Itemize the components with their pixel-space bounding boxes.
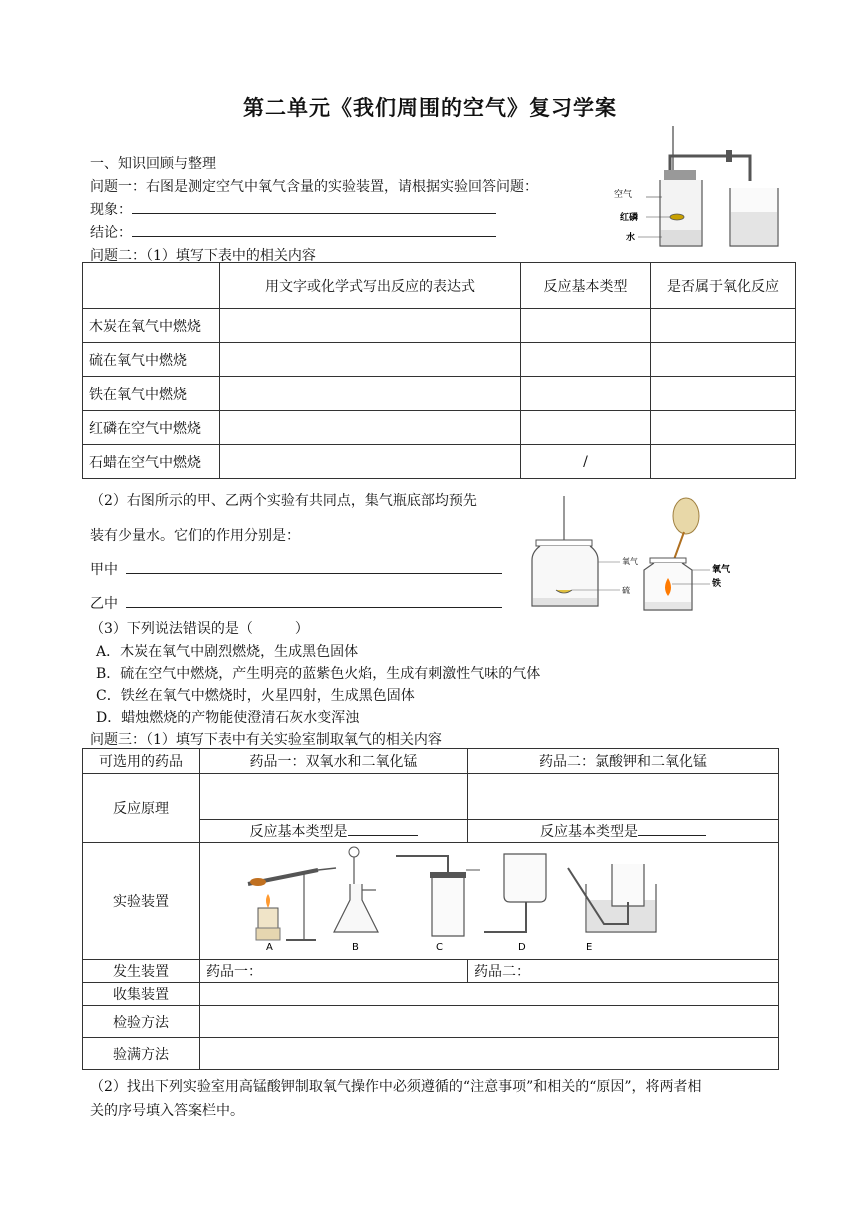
apparatus-label-d: D (518, 942, 526, 953)
yi-blank[interactable] (126, 593, 502, 608)
label-sulfur: 硫 (622, 586, 630, 595)
table-header-oxidation: 是否属于氧化反应 (651, 263, 796, 309)
oxidation-cell[interactable] (651, 309, 796, 343)
expression-cell[interactable] (220, 445, 521, 479)
phenomenon-blank[interactable] (132, 199, 496, 214)
label-water: 水 (626, 233, 636, 243)
generator-drug-two: 药品二： (474, 964, 530, 980)
table-row (83, 309, 796, 343)
test-method-cell[interactable] (200, 1006, 779, 1038)
question-one-text: 问题一：右图是测定空气中氧气含量的实验装置，请根据实验回答问题： (90, 179, 538, 195)
conclusion-blank[interactable] (132, 222, 496, 237)
reaction-table (82, 262, 796, 479)
oxygen-preparation-table (82, 748, 779, 1070)
phenomenon-label: 现象： (90, 202, 132, 218)
jia-label: 甲中 (90, 562, 118, 578)
expression-cell[interactable] (220, 309, 521, 343)
type-label-one: 反应基本类型是 (249, 824, 348, 840)
apparatus-label-a: A (266, 942, 273, 953)
table-row (83, 343, 796, 377)
principle-label: 反应原理 (83, 774, 200, 843)
drug-two: 药品二：氯酸钾和二氧化锰 (468, 749, 779, 774)
table-row (83, 411, 796, 445)
full-check-label: 验满方法 (83, 1038, 200, 1070)
generator-cell-one[interactable] (200, 960, 468, 983)
type-blank-two[interactable] (638, 821, 706, 836)
option-c[interactable]: C．铁丝在氧气中燃烧时，火星四射，生成黑色固体 (96, 688, 415, 704)
generator-label: 发生装置 (83, 960, 200, 983)
conclusion-label: 结论： (90, 225, 132, 241)
row-label: 石蜡在空气中燃烧 (83, 445, 220, 479)
principle-cell-two[interactable] (468, 774, 779, 820)
phenomenon-line (90, 199, 496, 219)
oxygen-content-apparatus-figure (610, 126, 788, 248)
part-two-instruction-line2: 关的序号填入答案栏中。 (90, 1103, 244, 1119)
type-cell[interactable] (521, 309, 651, 343)
apparatus-label-c: C (436, 942, 443, 953)
full-check-cell[interactable] (200, 1038, 779, 1070)
part-two-line1: （2）右图所示的甲、乙两个实验有共同点，集气瓶底部均预先 (90, 493, 477, 509)
option-b[interactable]: B．硫在空气中燃烧，产生明亮的蓝紫色火焰，生成有刺激性气味的气体 (96, 666, 541, 682)
page-title: 第二单元《我们周围的空气》复习学案 (243, 95, 617, 120)
option-a[interactable]: A．木炭在氧气中剧烈燃烧，生成黑色固体 (96, 644, 359, 660)
table-row (83, 377, 796, 411)
apparatus-figure (200, 844, 660, 954)
type-cell[interactable] (521, 411, 651, 445)
label-oxygen-b: 氧气 (712, 565, 731, 575)
conclusion-line (90, 222, 496, 242)
jia-blank[interactable] (126, 559, 502, 574)
yi-line (90, 593, 502, 613)
question-three-intro: 问题三：（1）填写下表中有关实验室制取氧气的相关内容 (90, 732, 442, 748)
type-cell-two[interactable] (468, 820, 779, 843)
part-three-question: （3）下列说法错误的是（ ） (90, 621, 309, 637)
principle-cell-one[interactable] (200, 774, 468, 820)
type-cell[interactable] (521, 343, 651, 377)
collection-cell[interactable] (200, 983, 779, 1006)
label-oxygen-a: 氧气 (622, 557, 638, 566)
option-d[interactable]: D．蜡烛燃烧的产物能使澄清石灰水变浑浊 (96, 710, 360, 726)
type-cell[interactable] (521, 377, 651, 411)
label-air: 空气 (614, 190, 633, 200)
generator-cell-two[interactable] (468, 960, 779, 983)
expression-cell[interactable] (220, 411, 521, 445)
type-cell: / (521, 445, 651, 479)
apparatus-cell (200, 843, 779, 960)
row-label: 硫在氧气中燃烧 (83, 343, 220, 377)
label-iron: 铁 (712, 579, 722, 589)
apparatus-label: 实验装置 (83, 843, 200, 960)
expression-cell[interactable] (220, 343, 521, 377)
table-header-corner (83, 263, 220, 309)
section-heading: 一、知识回顾与整理 (90, 156, 216, 172)
row-label: 铁在氧气中燃烧 (83, 377, 220, 411)
part-two-line2: 装有少量水。它们的作用分别是： (90, 528, 300, 544)
label-red-phosphorus: 红磷 (620, 213, 639, 223)
oxidation-cell[interactable] (651, 343, 796, 377)
drug-one: 药品一：双氧水和二氧化锰 (200, 749, 468, 774)
apparatus-label-b: B (352, 942, 359, 953)
row-label: 红磷在空气中燃烧 (83, 411, 220, 445)
type-cell-one[interactable] (200, 820, 468, 843)
table-header-expression: 用文字或化学式写出反应的表达式 (220, 263, 521, 309)
table-header-type: 反应基本类型 (521, 263, 651, 309)
oxidation-cell[interactable] (651, 445, 796, 479)
type-blank-one[interactable] (348, 821, 418, 836)
test-method-label: 检验方法 (83, 1006, 200, 1038)
collection-label: 收集装置 (83, 983, 200, 1006)
apparatus-label-e: E (586, 942, 593, 953)
oxidation-cell[interactable] (651, 411, 796, 445)
table-row (83, 445, 796, 479)
oxidation-cell[interactable] (651, 377, 796, 411)
part-two-instruction-line1: （2）找出下列实验室用高锰酸钾制取氧气操作中必须遵循的“注意事项”和相关的“原因”，将两者相 (90, 1079, 702, 1095)
yi-label: 乙中 (90, 596, 118, 612)
jia-yi-experiments-figure (526, 496, 752, 614)
expression-cell[interactable] (220, 377, 521, 411)
row-label: 木炭在氧气中燃烧 (83, 309, 220, 343)
jia-line (90, 559, 502, 579)
header-drugs: 可选用的药品 (83, 749, 200, 774)
type-label-two: 反应基本类型是 (540, 824, 638, 840)
generator-drug-one: 药品一： (206, 964, 262, 980)
question-two-intro: 问题二：（1）填写下表中的相关内容 (90, 248, 316, 264)
